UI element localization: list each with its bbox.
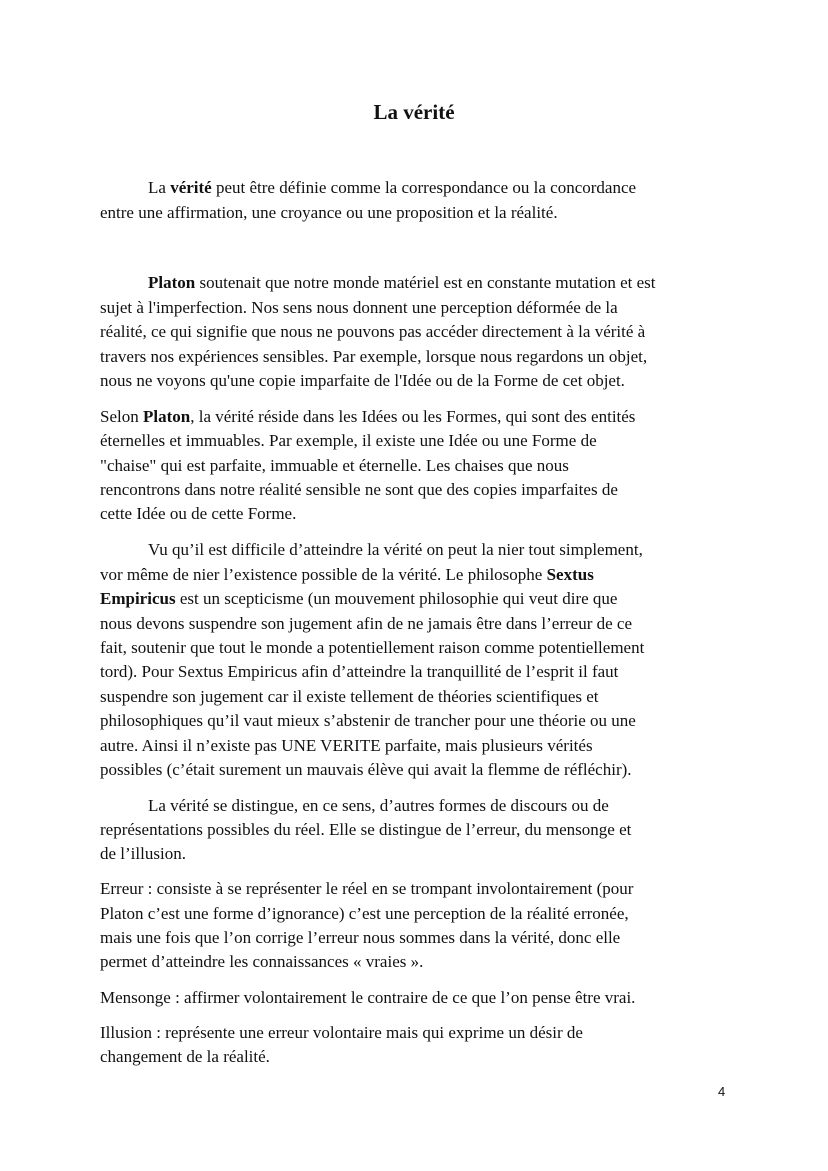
paragraph-platon-line-5: nous ne voyons qu'une copie imparfaite de l'Idée ou de la Forme de cet objet. (100, 371, 625, 390)
paragraph-idees-line-4: rencontrons dans notre réalité sensible ne sont que des copies imparfaites de (100, 480, 618, 499)
bold-term: Sextus (546, 565, 594, 584)
text-run: peut être définie comme la correspondance ou la concordance (211, 178, 637, 197)
text-run: La (148, 178, 171, 197)
paragraph-distinction-line-2: représentations possibles du réel. Elle se distingue de l’erreur, du mensonge et (100, 820, 632, 839)
paragraph-distinction-line-1: La vérité se distingue, en ce sens, d’autres formes de discours ou de (148, 796, 609, 815)
paragraph-erreur-line-3: mais une fois que l’on corrige l’erreur nous sommes dans la vérité, donc elle (100, 928, 621, 947)
paragraph-idees-line-1 (100, 405, 635, 429)
paragraph-mensonge-line-1: Mensonge : affirmer volontairement le contraire de ce que l’on pense être vrai. (100, 988, 636, 1007)
paragraph-sextus-line-5: fait, soutenir que tout le monde a potentiellement raison comme potentiellement (100, 638, 645, 657)
paragraph-platon-line-1 (148, 271, 656, 295)
paragraph-sextus-line-4: nous devons suspendre son jugement afin de ne jamais être dans l’erreur de ce (100, 614, 633, 633)
paragraph-illusion-line-2: changement de la réalité. (100, 1047, 270, 1066)
paragraph-idees-line-2: éternelles et immuables. Par exemple, il existe une Idée ou une Forme de (100, 431, 597, 450)
text-run: soutenait que notre monde matériel est en constante mutation et est (195, 273, 656, 292)
page-number: 4 (718, 1084, 726, 1099)
paragraph-idees-line-3: "chaise" qui est parfaite, immuable et éternelle. Les chaises que nous (100, 456, 569, 475)
paragraph-definition-line-1 (148, 176, 636, 200)
text-run: , la vérité réside dans les Idées ou les Formes, qui sont des entités (190, 407, 636, 426)
paragraph-platon-line-3: réalité, ce qui signifie que nous ne pouvons pas accéder directement à la vérité à (100, 322, 646, 341)
paragraph-sextus-line-9: autre. Ainsi il n’existe pas UNE VERITE parfaite, mais plusieurs vérités (100, 736, 593, 755)
bold-term: Empiricus (100, 589, 176, 608)
paragraph-sextus-line-1: Vu qu’il est difficile d’atteindre la vérité on peut la nier tout simplement, (148, 540, 643, 559)
page-title: La vérité (373, 100, 455, 124)
paragraph-platon-line-2: sujet à l'imperfection. Nos sens nous donnent une perception déformée de la (100, 298, 618, 317)
paragraph-sextus-line-6: tord). Pour Sextus Empiricus afin d’atteindre la tranquillité de l’esprit il faut (100, 662, 619, 681)
bold-term: Platon (148, 273, 196, 292)
paragraph-sextus-line-2 (100, 563, 594, 587)
paragraph-distinction-line-3: de l’illusion. (100, 844, 186, 863)
paragraph-illusion-line-1: Illusion : représente une erreur volontaire mais qui exprime un désir de (100, 1023, 583, 1042)
paragraph-sextus-line-7: suspendre son jugement car il existe tellement de théories scientifiques et (100, 687, 599, 706)
paragraph-idees-line-5: cette Idée ou de cette Forme. (100, 504, 297, 523)
bold-term: vérité (170, 178, 212, 197)
paragraph-definition-line-2: entre une affirmation, une croyance ou une proposition et la réalité. (100, 203, 558, 222)
paragraph-erreur-line-1: Erreur : consiste à se représenter le réel en se trompant involontairement (pour (100, 879, 634, 898)
paragraph-sextus-line-10: possibles (c’était surement un mauvais élève qui avait la flemme de réfléchir). (100, 760, 632, 779)
paragraph-erreur-line-4: permet d’atteindre les connaissances « vraies ». (100, 952, 424, 971)
text-run: vor même de nier l’existence possible de la vérité. Le philosophe (100, 565, 547, 584)
bold-term: Platon (142, 407, 191, 426)
text-run: est un scepticisme (un mouvement philosophie qui veut dire que (175, 589, 618, 608)
paragraph-sextus-line-8: philosophiques qu’il vaut mieux s’abstenir de trancher pour une théorie ou une (100, 711, 636, 730)
paragraph-erreur-line-2: Platon c’est une forme d’ignorance) c’est une perception de la réalité erronée, (100, 904, 629, 923)
text-run: Selon (100, 407, 143, 426)
paragraph-platon-line-4: travers nos expériences sensibles. Par exemple, lorsque nous regardons un objet, (100, 347, 648, 366)
paragraph-sextus-line-3 (100, 587, 617, 611)
